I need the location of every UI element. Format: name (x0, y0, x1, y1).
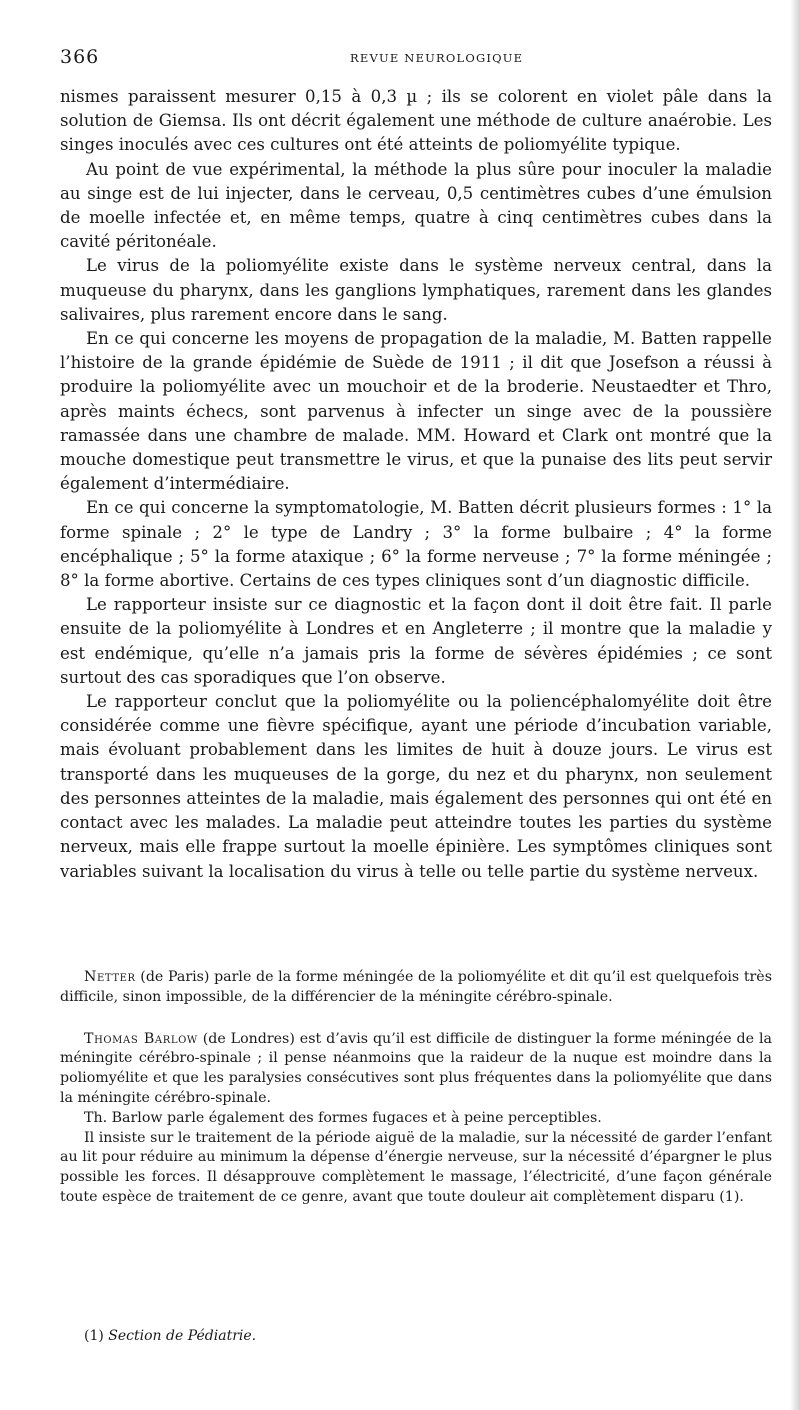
barlow-paragraph-3: Il insiste sur le traitement de la période aiguë de la maladie, sur la nécessité de garder l’enfant au lit pour réduire au minimum la dépense d’énergie nerveuse, sur la nécessité d’épargner le plus possible les forces. Il désapprouve complètement le massage, l’électricité, d’une façon générale toute espèce de traitement de ce genre, avant que toute douleur ait complètement disparu (1). (60, 1129, 772, 1205)
footnote-text: Section de Pédiatrie. (108, 1328, 257, 1344)
paragraph-1: nismes paraissent mesurer 0,15 à 0,3 µ ; ils se colorent en violet pâle dans la solution de Giemsa. Ils ont décrit également une méthode de culture anaérobie. Les singes inoculés avec ces cultures ont été atteints de poliomyélite typique. (60, 87, 772, 155)
discussion-section (60, 968, 772, 1208)
speaker-barlow: Thomas Barlow (84, 1030, 198, 1047)
paragraph-5: En ce qui concerne la symptomatologie, M. Batten décrit plusieurs formes : 1° la forme spinale ; 2° le type de Landry ; 3° la forme bulbaire ; 4° la forme encéphalique ; 5° la forme ataxique ; 6° la forme nerveuse ; 7° la forme méningée ; 8° la forme abortive. Certains de ces types cliniques sont d’un diagnostic difficile. (60, 498, 772, 591)
speaker-netter: Netter (84, 969, 136, 985)
barlow-text: (de Londres) est d’avis qu’il est difficile de distinguer la forme méningée de la méningite cérébro-spinale ; il pense néanmoins que la raideur de la nuque est moindre dans la poliomyélite et que les paralysies consécutives sont plus fréquentes dans la poliomyélite que dans la méningite cérébro-spinale. (60, 1030, 772, 1106)
barlow-paragraph-2: Th. Barlow parle également des formes fugaces et à peine perceptibles. (84, 1109, 602, 1126)
page-header (60, 46, 760, 70)
paragraph-3: Le virus de la poliomyélite existe dans le système nerveux central, dans la muqueuse du pharynx, dans les ganglions lymphatiques, rarement dans les glandes salivaires, plus rarement encore dans le sang. (60, 256, 772, 324)
main-text (60, 85, 772, 884)
barlow-paragraph (60, 1030, 772, 1109)
paragraph-4: En ce qui concerne les moyens de propagation de la maladie, M. Batten rappelle l’histoire de la grande épidémie de Suède de 1911 ; il dit que Josefson a réussi à produire la poliomyélite avec un mouchoir et de la broderie. Neustaedter et Thro, après maints échecs, sont parvenus à infecter un singe avec de la poussière ramassée dans une chambre de malade. MM. Howard et Clark ont montré que la mouche domestique peut transmettre le virus, et que la punaise des lits peut servir également d’intermédiaire. (60, 329, 772, 494)
netter-text: (de Paris) parle de la forme méningée de la poliomyélite et dit qu’il est quelquefois très difficile, sinon impossible, de la différencier de la méningite cérébro-spinale. (60, 969, 772, 1005)
scan-edge-shadow (790, 0, 800, 1410)
spacer (60, 1008, 772, 1030)
paragraph-2: Au point de vue expérimental, la méthode la plus sûre pour inoculer la maladie au singe est de lui injecter, dans le cerveau, 0,5 centimètres cubes d’une émulsion de moelle infectée et, en même temps, quatre à cinq centimètres cubes dans la cavité péritonéale. (60, 159, 772, 252)
footnote-number: (1) (84, 1328, 104, 1344)
page-number: 366 (60, 46, 100, 68)
paragraph-6: Le rapporteur insiste sur ce diagnostic et la façon dont il doit être fait. Il parle ensuite de la poliomyélite à Londres et en Angleterre ; il montre que la maladie y est endémique, qu’elle n’a jamais pris la forme de sévères épidémies ; ce sont surtout des cas sporadiques que l’on observe. (60, 595, 772, 687)
netter-paragraph (60, 968, 772, 1008)
paragraph-7: Le rapporteur conclut que la poliomyélite ou la poliencéphalomyélite doit être considérée comme une fièvre spécifique, ayant une période d’incubation variable, mais évoluant probablement dans les limites de huit à douze jours. Le virus est transporté dans les muqueuses de la gorge, du nez et du pharynx, non seulement des personnes atteintes de la maladie, mais également des personnes qui ont été en contact avec les malades. La maladie peut atteindre toutes les parties du système nerveux, mais elle frappe surtout la moelle épinière. Les symptômes cliniques sont variables suivant la localisation du virus à telle ou telle partie du système nerveux. (60, 692, 772, 881)
running-title: REVUE NEUROLOGIQUE (350, 51, 524, 65)
footnote (84, 1328, 256, 1344)
